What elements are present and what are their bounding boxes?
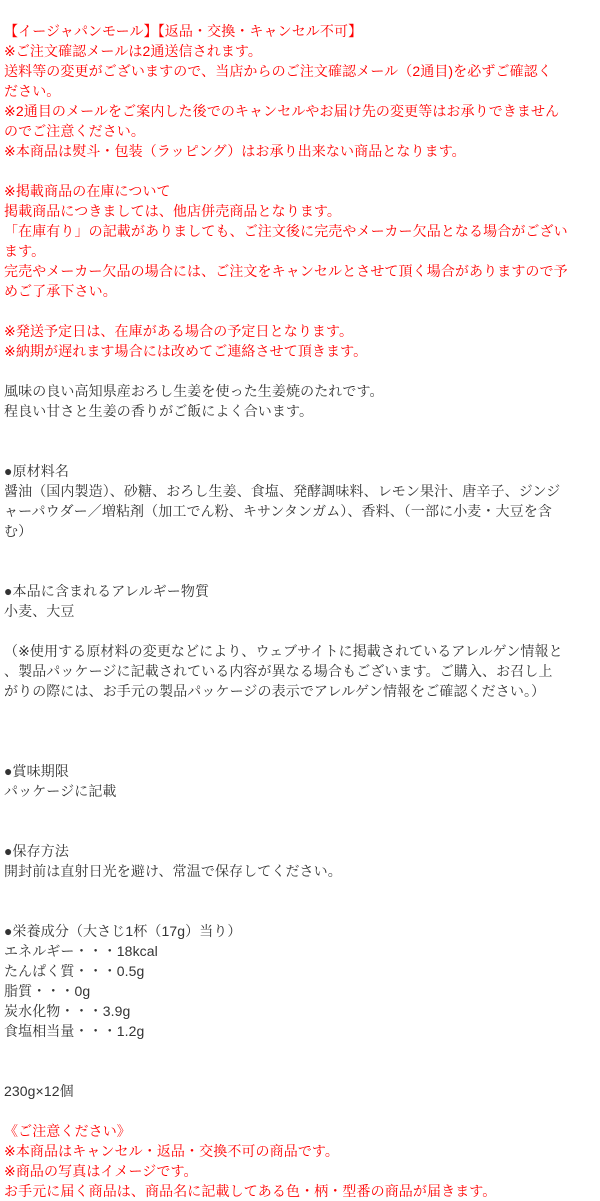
allergens-line: ●本品に含まれるアレルギー物質	[4, 583, 210, 599]
mall-return-notice	[4, 21, 596, 161]
storage-method-line: ●保存方法	[4, 843, 69, 859]
shipping-notice-line: ※発送予定日は、在庫がある場合の予定日となります。	[4, 323, 354, 339]
package-size-line: 230g×12個	[4, 1083, 74, 1099]
nutrition-facts-line: 食塩相当量・・・1.2g	[4, 1023, 145, 1039]
stock-notice-line: 完売やメーカー欠品の場合には、ご注文をキャンセルとさせて頂く場合がありますので予	[4, 263, 568, 279]
product-description-line: 風味の良い高知県産おろし生姜を使った生姜焼のたれです。	[4, 383, 384, 399]
nutrition-facts-line: 炭水化物・・・3.9g	[4, 1003, 131, 1019]
stock-notice-line: 掲載商品につきましては、他店併売商品となります。	[4, 203, 341, 219]
stock-notice-line: 「在庫有り」の記載がありましても、ご注文後に完売やメーカー欠品となる場合がござい	[4, 223, 568, 239]
ingredients-line: む）	[4, 523, 33, 539]
allergen-disclaimer-line: （※使用する原材料の変更などにより、ウェブサイトに掲載されているアレルゲン情報と	[4, 643, 563, 659]
package-size	[4, 1081, 596, 1101]
best-before	[4, 761, 596, 801]
allergens-line: 小麦、大豆	[4, 603, 75, 619]
allergen-disclaimer-line: がりの際には、お手元の製品パッケージの表示でアレルゲン情報をご確認ください。）	[4, 683, 546, 699]
best-before-line: ●賞味期限	[4, 763, 69, 779]
nutrition-facts	[4, 921, 596, 1041]
caution-notice-line: ※本商品はキャンセル・返品・交換不可の商品です。	[4, 1143, 340, 1159]
stock-notice-line: ※掲載商品の在庫について	[4, 183, 171, 199]
caution-notice-line: 《ご注意ください》	[4, 1123, 131, 1139]
ingredients-line: ャーパウダー／増粘剤（加工でん粉、キサンタンガム）、香料、（一部に小麦・大豆を含	[4, 503, 552, 519]
allergen-disclaimer	[4, 641, 596, 701]
mall-return-notice-line: ださい。	[4, 83, 61, 99]
mall-return-notice-line: ※ご注文確認メールは2通送信されます。	[4, 43, 263, 59]
mall-return-notice-line: 送料等の変更がございますので、当店からのご注文確認メール（2通目)を必ずご確認く	[4, 63, 552, 79]
nutrition-facts-line: エネルギー・・・18kcal	[4, 943, 158, 959]
ingredients-line: ●原材料名	[4, 463, 69, 479]
caution-notice-line: ※商品の写真はイメージです。	[4, 1163, 198, 1179]
mall-return-notice-line: のでご注意ください。	[4, 123, 145, 139]
stock-notice	[4, 181, 596, 301]
caution-notice-line: お手元に届く商品は、商品名に記載してある色・柄・型番の商品が届きます。	[4, 1183, 497, 1199]
storage-method-line: 開封前は直射日光を避け、常温で保存してください。	[4, 863, 342, 879]
stock-notice-line: めご了承下さい。	[4, 283, 117, 299]
product-description-line: 程良い甘さと生姜の香りがご飯によく合います。	[4, 403, 314, 419]
mall-return-notice-line: ※本商品は熨斗・包装（ラッピング）はお承り出来ない商品となります。	[4, 143, 466, 159]
best-before-line: パッケージに記載	[4, 783, 117, 799]
caution-notice	[4, 1121, 596, 1201]
ingredients-line: 醤油（国内製造）、砂糖、おろし生姜、食塩、発酵調味料、レモン果汁、唐辛子、ジンジ	[4, 483, 561, 499]
nutrition-facts-line: たんぱく質・・・0.5g	[4, 963, 145, 979]
ingredients	[4, 461, 596, 541]
shipping-notice	[4, 321, 596, 361]
mall-return-notice-line: ※2通目のメールをご案内した後でのキャンセルやお届け先の変更等はお承りできません	[4, 103, 560, 119]
stock-notice-line: ます。	[4, 243, 46, 259]
mall-return-notice-line: 【イージャパンモール】【返品・交換・キャンセル不可】	[4, 23, 363, 39]
shipping-notice-line: ※納期が遅れます場合には改めてご連絡させて頂きます。	[4, 343, 368, 359]
product-description	[4, 381, 596, 421]
nutrition-facts-line: ●栄養成分（大さじ1杯（17g）当り）	[4, 923, 242, 939]
allergen-disclaimer-line: 、製品パッケージに記載されている内容が異なる場合もございます。ご購入、お召し上	[4, 663, 553, 679]
nutrition-facts-line: 脂質・・・0g	[4, 983, 91, 999]
storage-method	[4, 841, 596, 881]
allergens	[4, 581, 596, 621]
